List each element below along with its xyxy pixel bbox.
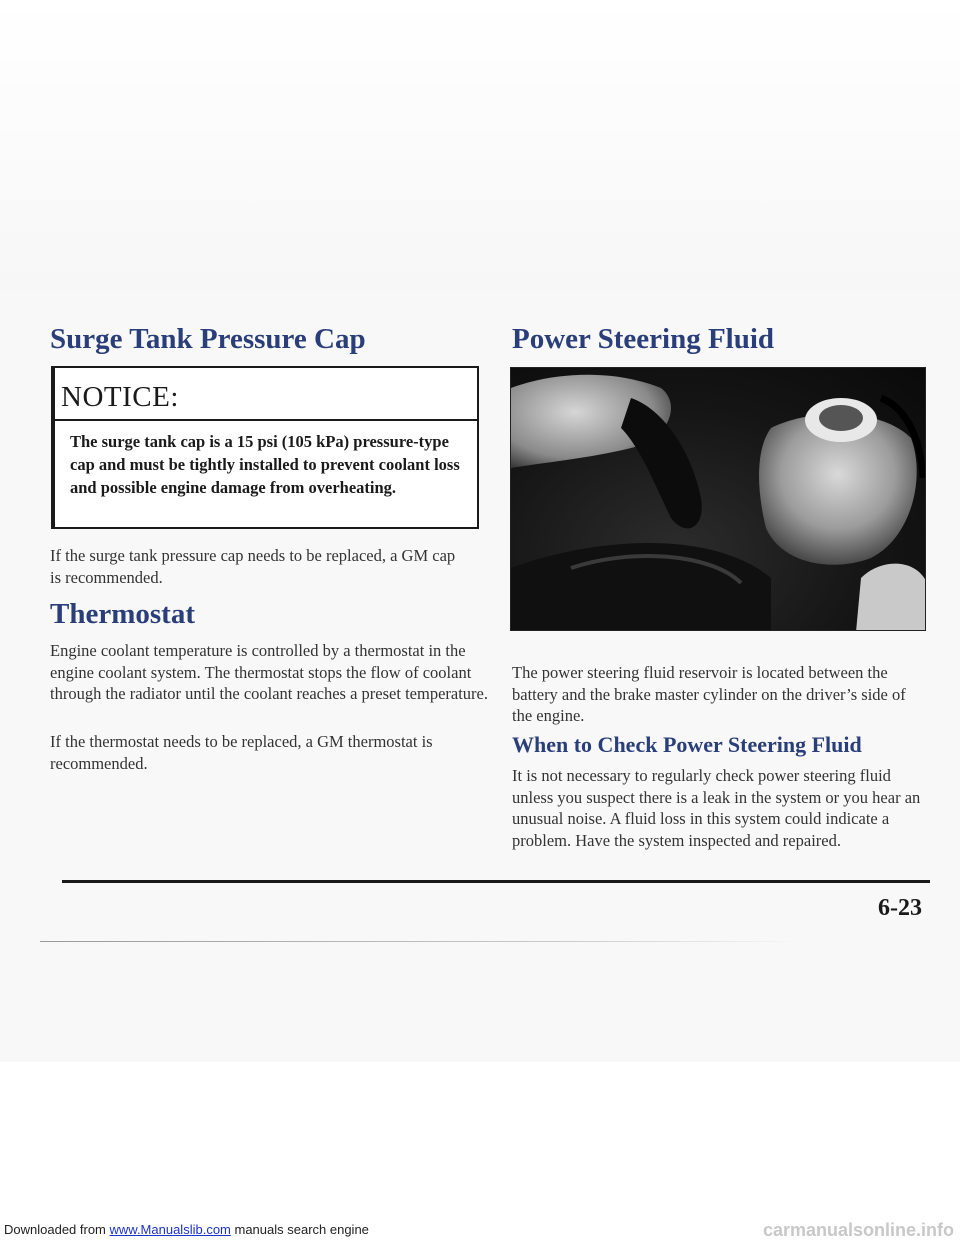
watermark: carmanualsonline.info — [762, 1220, 954, 1240]
thermostat-paragraph-1: Engine coolant temperature is controlled by a thermostat in the engine coolant system. The thermostat stops the flow of coolant through the radiator until the coolant reaches a preset temperature. — [50, 641, 488, 703]
notice-divider — [53, 419, 477, 421]
power-steering-heading: Power Steering Fluid — [512, 323, 775, 355]
page-number: 6-23 — [878, 895, 922, 921]
notice-text: The surge tank cap is a 15 psi (105 kPa) pressure-type cap and must be tightly installed to prevent coolant loss and possible engine damage from overheating. — [70, 432, 460, 497]
notice-title: NOTICE: — [61, 381, 179, 413]
photo-illustration — [511, 368, 926, 631]
download-footer — [4, 1222, 369, 1238]
thermostat-heading: Thermostat — [50, 598, 195, 630]
reservoir-paragraph: The power steering fluid reservoir is located between the battery and the brake master cylinder on the driver’s side of the engine. — [512, 663, 906, 725]
download-footer-suffix: manuals search engine — [230, 1222, 369, 1237]
engine-reservoir-photo — [510, 367, 926, 631]
footer-thin-rule — [40, 941, 800, 942]
notice-box — [51, 366, 479, 529]
when-to-check-heading: When to Check Power Steering Fluid — [512, 732, 862, 757]
notice-left-bar — [51, 366, 55, 529]
thermostat-paragraph-2: If the thermostat needs to be replaced, a GM thermostat is recommended. — [50, 732, 433, 773]
footer-rule — [62, 880, 930, 883]
surge-tank-paragraph: If the surge tank pressure cap needs to be replaced, a GM cap is recommended. — [50, 546, 456, 587]
page-top-margin — [0, 0, 960, 290]
download-footer-prefix: Downloaded from — [4, 1222, 110, 1237]
surge-tank-heading: Surge Tank Pressure Cap — [50, 323, 366, 355]
manualslib-link[interactable]: www.Manualslib.com — [109, 1222, 231, 1237]
check-paragraph: It is not necessary to regularly check power steering fluid unless you suspect there is a leak in the system or you hear an unusual noise. A fluid loss in this system could indicate a problem. Have the system inspected and repaired. — [512, 766, 921, 850]
